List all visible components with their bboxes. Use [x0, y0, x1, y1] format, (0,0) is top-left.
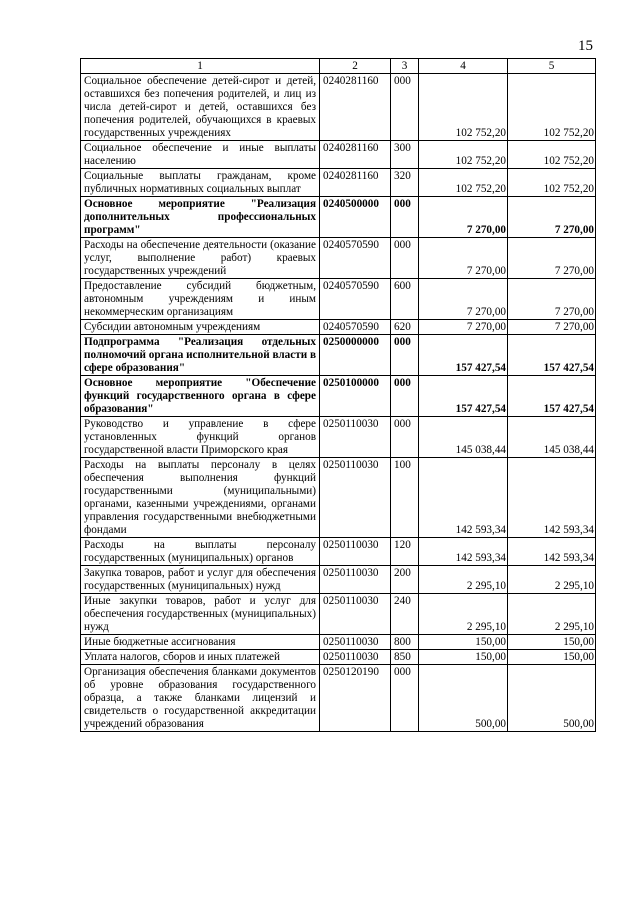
table-row — [81, 238, 596, 279]
row-value-col4-cell: 7 270,00 — [419, 320, 508, 335]
row-name-cell: Предоставление субсидий бюджетным, автономным учреждениям и иным некоммерческим организациям — [81, 279, 320, 320]
row-code-cell: 0240570590 — [320, 320, 391, 335]
table-row — [81, 74, 596, 141]
table-row — [81, 594, 596, 635]
row-value-col4-cell: 7 270,00 — [419, 238, 508, 279]
header-cell-3: 3 — [391, 59, 419, 74]
row-value-col5-cell: 102 752,20 — [508, 141, 596, 169]
row-type-cell: 300 — [391, 141, 419, 169]
row-type-cell: 120 — [391, 538, 419, 566]
row-value-col4-cell: 7 270,00 — [419, 197, 508, 238]
row-name-cell: Иные бюджетные ассигнования — [81, 635, 320, 650]
row-code-cell: 0250000000 — [320, 335, 391, 376]
row-value-col5-cell: 145 038,44 — [508, 417, 596, 458]
row-name-cell: Социальное обеспечение и иные выплаты населению — [81, 141, 320, 169]
row-value-col4-cell: 150,00 — [419, 635, 508, 650]
row-value-col4-cell: 157 427,54 — [419, 335, 508, 376]
row-type-cell: 000 — [391, 335, 419, 376]
row-name-cell: Руководство и управление в сфере установленных функций органов государственной власти Приморского края — [81, 417, 320, 458]
row-value-col5-cell: 2 295,10 — [508, 594, 596, 635]
table-row — [81, 169, 596, 197]
row-value-col5-cell: 102 752,20 — [508, 74, 596, 141]
row-value-col4-cell: 102 752,20 — [419, 74, 508, 141]
row-type-cell: 620 — [391, 320, 419, 335]
row-code-cell: 0250110030 — [320, 650, 391, 665]
row-code-cell: 0250110030 — [320, 594, 391, 635]
row-type-cell: 320 — [391, 169, 419, 197]
row-name-cell: Расходы на обеспечение деятельности (оказание услуг, выполнение работ) краевых государственных учреждений — [81, 238, 320, 279]
row-type-cell: 800 — [391, 635, 419, 650]
row-type-cell: 000 — [391, 238, 419, 279]
row-code-cell: 0240570590 — [320, 238, 391, 279]
budget-table — [80, 58, 596, 732]
row-type-cell: 000 — [391, 665, 419, 732]
row-value-col4-cell: 142 593,34 — [419, 538, 508, 566]
row-value-col4-cell: 2 295,10 — [419, 566, 508, 594]
row-type-cell: 200 — [391, 566, 419, 594]
row-value-col5-cell: 150,00 — [508, 635, 596, 650]
row-code-cell: 0250100000 — [320, 376, 391, 417]
row-name-cell: Расходы на выплаты персоналу государственных (муниципальных) органов — [81, 538, 320, 566]
row-value-col5-cell: 7 270,00 — [508, 238, 596, 279]
row-name-cell: Основное мероприятие "Обеспечение функций государственного органа в сфере образования" — [81, 376, 320, 417]
row-value-col5-cell: 157 427,54 — [508, 376, 596, 417]
row-type-cell: 850 — [391, 650, 419, 665]
table-row — [81, 566, 596, 594]
table-row — [81, 635, 596, 650]
row-name-cell: Основное мероприятие "Реализация дополнительных профессиональных программ" — [81, 197, 320, 238]
row-name-cell: Иные закупки товаров, работ и услуг для обеспечения государственных (муниципальных) нужд — [81, 594, 320, 635]
row-value-col5-cell: 500,00 — [508, 665, 596, 732]
row-name-cell: Подпрограмма "Реализация отдельных полномочий органа исполнительной власти в сфере образования" — [81, 335, 320, 376]
table-row — [81, 417, 596, 458]
row-value-col4-cell: 102 752,20 — [419, 169, 508, 197]
row-name-cell: Закупка товаров, работ и услуг для обеспечения государственных (муниципальных) нужд — [81, 566, 320, 594]
row-type-cell: 600 — [391, 279, 419, 320]
row-code-cell: 0250110030 — [320, 458, 391, 538]
table-row — [81, 458, 596, 538]
row-value-col4-cell: 7 270,00 — [419, 279, 508, 320]
row-code-cell: 0250110030 — [320, 566, 391, 594]
table-row — [81, 650, 596, 665]
row-value-col5-cell: 142 593,34 — [508, 538, 596, 566]
table-row — [81, 538, 596, 566]
header-cell-5: 5 — [508, 59, 596, 74]
row-name-cell: Организация обеспечения бланками документов об уровне образования государственного образца, а также бланками лицензий и свидетельств о государственной аккредитации учреждений образования — [81, 665, 320, 732]
table-row — [81, 376, 596, 417]
row-value-col5-cell: 2 295,10 — [508, 566, 596, 594]
row-value-col4-cell: 145 038,44 — [419, 417, 508, 458]
row-code-cell: 0250110030 — [320, 417, 391, 458]
row-code-cell: 0240281160 — [320, 169, 391, 197]
row-code-cell: 0250120190 — [320, 665, 391, 732]
table-row — [81, 279, 596, 320]
row-code-cell: 0250110030 — [320, 635, 391, 650]
row-value-col4-cell: 102 752,20 — [419, 141, 508, 169]
row-value-col5-cell: 7 270,00 — [508, 197, 596, 238]
row-value-col4-cell: 150,00 — [419, 650, 508, 665]
table-row — [81, 141, 596, 169]
row-type-cell: 000 — [391, 376, 419, 417]
row-code-cell: 0240570590 — [320, 279, 391, 320]
row-value-col5-cell: 102 752,20 — [508, 169, 596, 197]
row-name-cell: Социальные выплаты гражданам, кроме публичных нормативных социальных выплат — [81, 169, 320, 197]
row-type-cell: 240 — [391, 594, 419, 635]
row-value-col4-cell: 142 593,34 — [419, 458, 508, 538]
row-name-cell: Субсидии автономным учреждениям — [81, 320, 320, 335]
row-value-col4-cell: 157 427,54 — [419, 376, 508, 417]
row-value-col5-cell: 142 593,34 — [508, 458, 596, 538]
row-value-col5-cell: 7 270,00 — [508, 279, 596, 320]
row-value-col5-cell: 157 427,54 — [508, 335, 596, 376]
row-name-cell: Социальное обеспечение детей-сирот и детей, оставшихся без попечения родителей, и лиц из числа детей-сирот и детей, оставшихся без попечения родителей, обучающихся в краевых государственных учреждениях — [81, 74, 320, 141]
row-value-col5-cell: 7 270,00 — [508, 320, 596, 335]
table-row — [81, 197, 596, 238]
table-header-row — [81, 59, 596, 74]
row-code-cell: 0240281160 — [320, 74, 391, 141]
row-code-cell: 0250110030 — [320, 538, 391, 566]
row-code-cell: 0240281160 — [320, 141, 391, 169]
page-number: 15 — [578, 38, 593, 54]
row-code-cell: 0240500000 — [320, 197, 391, 238]
table-body — [81, 74, 596, 732]
table-row — [81, 320, 596, 335]
header-cell-2: 2 — [320, 59, 391, 74]
row-type-cell: 100 — [391, 458, 419, 538]
row-value-col5-cell: 150,00 — [508, 650, 596, 665]
header-cell-1: 1 — [81, 59, 320, 74]
table-row — [81, 665, 596, 732]
row-value-col4-cell: 2 295,10 — [419, 594, 508, 635]
table-row — [81, 335, 596, 376]
header-cell-4: 4 — [419, 59, 508, 74]
row-value-col4-cell: 500,00 — [419, 665, 508, 732]
row-type-cell: 000 — [391, 417, 419, 458]
row-name-cell: Расходы на выплаты персоналу в целях обеспечения выполнения функций государственными (муниципальными) органами, казенными учреждениями, органами управления государственными внебюджетными фондами — [81, 458, 320, 538]
row-name-cell: Уплата налогов, сборов и иных платежей — [81, 650, 320, 665]
row-type-cell: 000 — [391, 197, 419, 238]
row-type-cell: 000 — [391, 74, 419, 141]
